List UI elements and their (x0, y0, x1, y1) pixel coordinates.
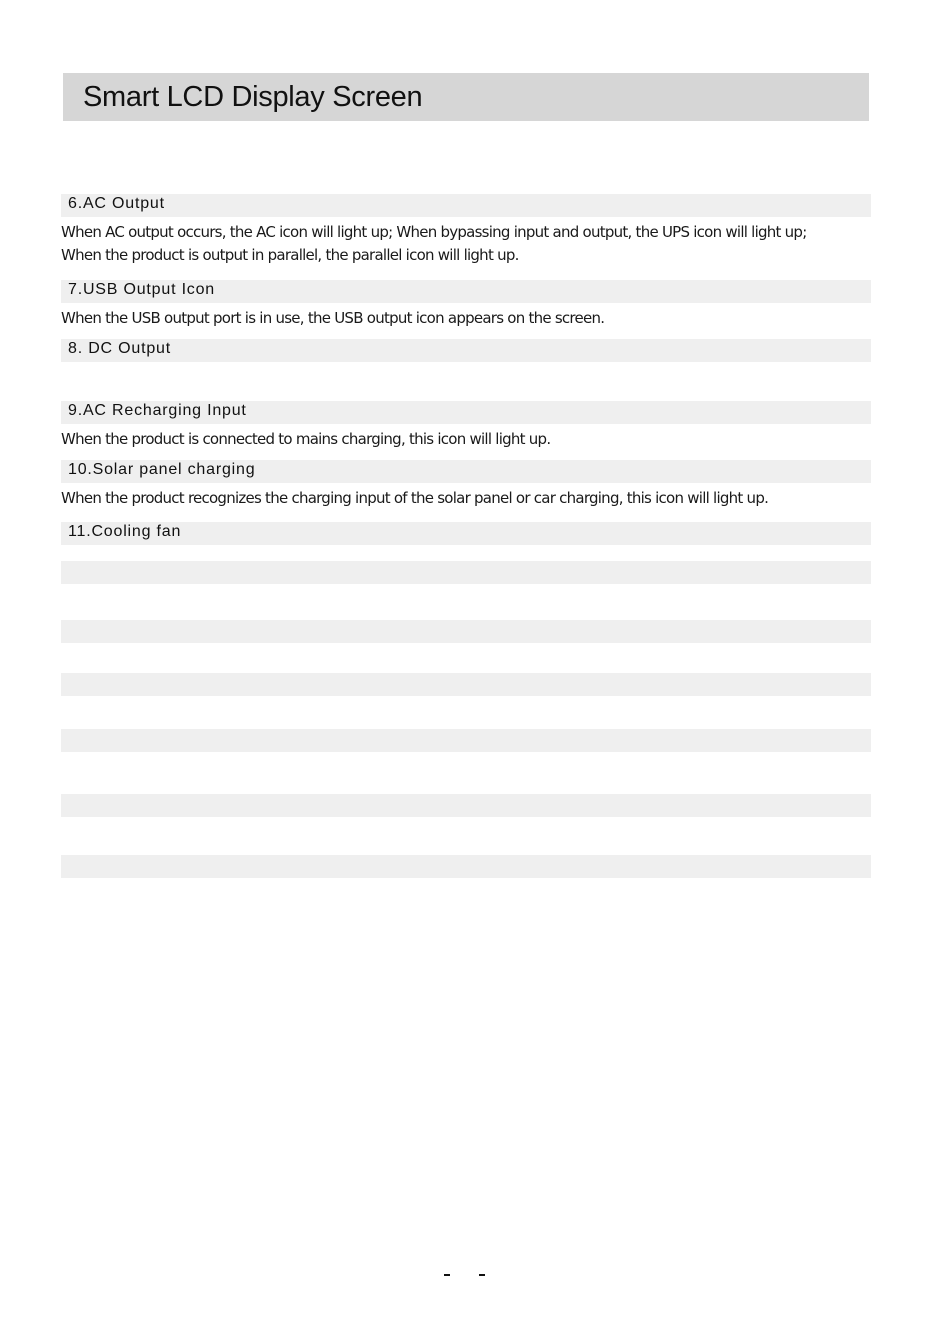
section-heading-label: 7.USB Output Icon (68, 281, 216, 298)
empty-heading-band (61, 620, 871, 643)
empty-heading-band (61, 561, 871, 584)
body-text-line: When the product is connected to mains charging, this icon will light up. (61, 430, 551, 448)
section-heading-dc-output (61, 339, 871, 362)
body-text-line: When the USB output port is in use, the USB output icon appears on the screen. (61, 309, 605, 327)
page-title-bar (63, 73, 869, 121)
empty-heading-band (61, 729, 871, 752)
empty-heading-band (61, 855, 871, 878)
page-title: Smart LCD Display Screen (83, 81, 423, 113)
section-heading-solar-panel-charging (61, 460, 871, 483)
page-number-dash-right (479, 1274, 485, 1276)
section-heading-cooling-fan (61, 522, 871, 545)
empty-heading-band (61, 673, 871, 696)
section-heading-label: 6.AC Output (68, 195, 165, 212)
body-text-line: When the product recognizes the charging input of the solar panel or car charging, this icon will light up. (61, 489, 769, 507)
section-heading-ac-output (61, 194, 871, 217)
section-heading-label: 8. DC Output (68, 340, 171, 357)
body-text-line: When the product is output in parallel, the parallel icon will light up. (61, 246, 519, 264)
section-heading-label: 9.AC Recharging Input (68, 402, 247, 419)
section-heading-label: 10.Solar panel charging (68, 461, 256, 478)
empty-heading-band (61, 794, 871, 817)
section-heading-ac-recharging-input (61, 401, 871, 424)
page-number-dash-left (444, 1274, 450, 1276)
section-heading-label: 11.Cooling fan (68, 523, 182, 540)
body-text-line: When AC output occurs, the AC icon will light up; When bypassing input and output, the UPS icon will light up; (61, 223, 807, 241)
section-heading-usb-output (61, 280, 871, 303)
